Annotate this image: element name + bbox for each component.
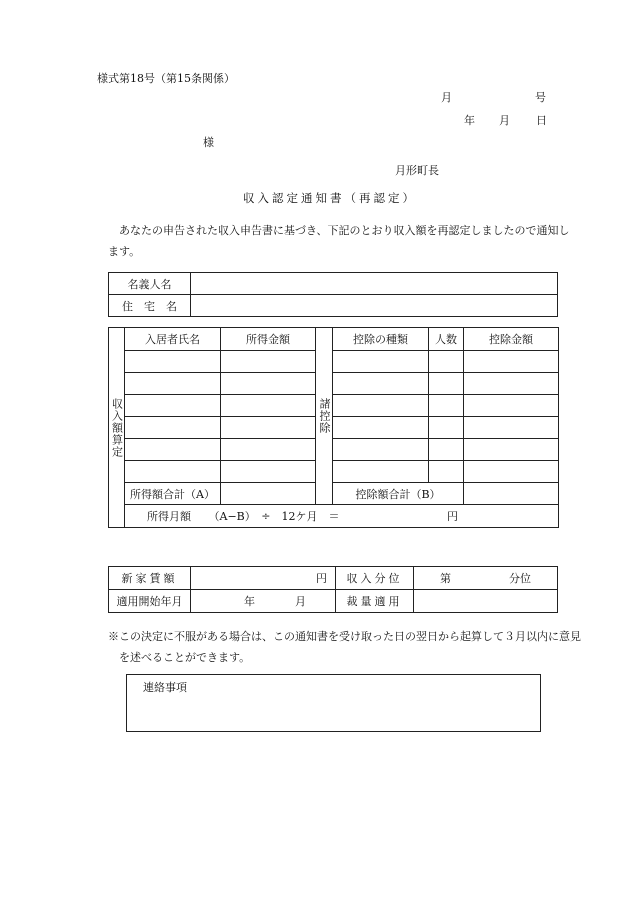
discretion-label: 裁量適用 <box>336 590 414 613</box>
appeal-note: ※この決定に不服がある場合は、この通知書を受け取った日の翌日から起算して３月以内に意見を述べることができます。 <box>108 630 581 664</box>
nominee-field[interactable] <box>191 273 558 295</box>
deduct-total-label: 控除額合計（B） <box>333 483 464 505</box>
contact-box[interactable] <box>126 674 541 732</box>
start-year: 年 <box>244 595 255 608</box>
date-year: 年 <box>464 114 475 127</box>
resident-cell[interactable] <box>125 373 221 395</box>
income-table <box>108 327 559 528</box>
resident-cell[interactable] <box>125 461 221 483</box>
income-cell[interactable] <box>221 373 316 395</box>
income-rank-label: 収入分位 <box>336 567 414 590</box>
formula-yen: 円 <box>446 510 458 523</box>
income-section-label: 収入額算定 <box>109 328 125 528</box>
count-cell[interactable] <box>429 461 464 483</box>
income-cell[interactable] <box>221 395 316 417</box>
deduct-type-cell[interactable] <box>333 417 429 439</box>
form-number: 様式第18号（第15条関係） <box>97 72 235 85</box>
count-cell[interactable] <box>429 417 464 439</box>
deduct-type-cell[interactable] <box>333 351 429 373</box>
deduct-amount-cell[interactable] <box>464 439 559 461</box>
rank-dai: 第 <box>440 572 451 585</box>
intro-text: あなたの申告された収入申告書に基づき、下記のとおり収入額を再認定しましたので通知します。 <box>108 224 570 258</box>
deduct-type-cell[interactable] <box>333 373 429 395</box>
count-cell[interactable] <box>429 439 464 461</box>
deduct-total-cell[interactable] <box>464 483 559 505</box>
doc-number-month: 月 <box>441 91 452 104</box>
date-day: 日 <box>536 114 547 127</box>
resident-cell[interactable] <box>125 439 221 461</box>
deduct-type-cell[interactable] <box>333 461 429 483</box>
col-deduct-amount: 控除金額 <box>464 328 559 351</box>
new-rent-label: 新家賃額 <box>109 567 191 590</box>
formula-expression: （A−B） ÷ 12ケ月 ＝ <box>208 510 340 523</box>
discretion-field[interactable] <box>414 590 558 613</box>
deduct-type-cell[interactable] <box>333 439 429 461</box>
deduct-amount-cell[interactable] <box>464 461 559 483</box>
income-rank-field[interactable] <box>414 567 558 590</box>
deduct-amount-cell[interactable] <box>464 395 559 417</box>
col-income: 所得金額 <box>221 328 316 351</box>
start-month: 月 <box>295 595 306 608</box>
residence-field[interactable] <box>191 295 558 317</box>
addressee-suffix: 様 <box>203 136 214 149</box>
deduct-amount-cell[interactable] <box>464 417 559 439</box>
income-total-label: 所得額合計（A） <box>125 483 221 505</box>
start-label: 適用開始年月 <box>109 590 191 613</box>
count-cell[interactable] <box>429 395 464 417</box>
deduct-amount-cell[interactable] <box>464 373 559 395</box>
resident-cell[interactable] <box>125 395 221 417</box>
deduct-amount-cell[interactable] <box>464 351 559 373</box>
name-table <box>108 272 558 317</box>
count-cell[interactable] <box>429 351 464 373</box>
doc-number-go: 号 <box>535 91 546 104</box>
document-title: 収入認定通知書（再認定） <box>243 191 417 205</box>
count-cell[interactable] <box>429 373 464 395</box>
rank-bunni: 分位 <box>509 572 531 585</box>
start-field[interactable] <box>191 590 336 613</box>
rent-table <box>108 566 558 613</box>
col-resident: 入居者氏名 <box>125 328 221 351</box>
income-total-cell[interactable] <box>221 483 316 505</box>
income-cell[interactable] <box>221 461 316 483</box>
contact-label: 連絡事項 <box>143 681 187 694</box>
resident-cell[interactable] <box>125 351 221 373</box>
col-count: 人数 <box>429 328 464 351</box>
new-rent-field[interactable] <box>191 567 336 590</box>
monthly-income-row <box>125 505 559 528</box>
resident-cell[interactable] <box>125 417 221 439</box>
col-deduct-type: 控除の種類 <box>333 328 429 351</box>
formula-label: 所得月額 <box>147 510 191 523</box>
income-cell[interactable] <box>221 439 316 461</box>
nominee-label: 名義人名 <box>109 273 191 295</box>
residence-label: 住 宅 名 <box>109 295 191 317</box>
deduct-type-cell[interactable] <box>333 395 429 417</box>
income-cell[interactable] <box>221 417 316 439</box>
issuer: 月形町長 <box>395 164 439 177</box>
date-month: 月 <box>499 114 510 127</box>
deduction-section-label: 諸控除 <box>316 328 333 505</box>
new-rent-yen: 円 <box>316 572 327 585</box>
income-cell[interactable] <box>221 351 316 373</box>
